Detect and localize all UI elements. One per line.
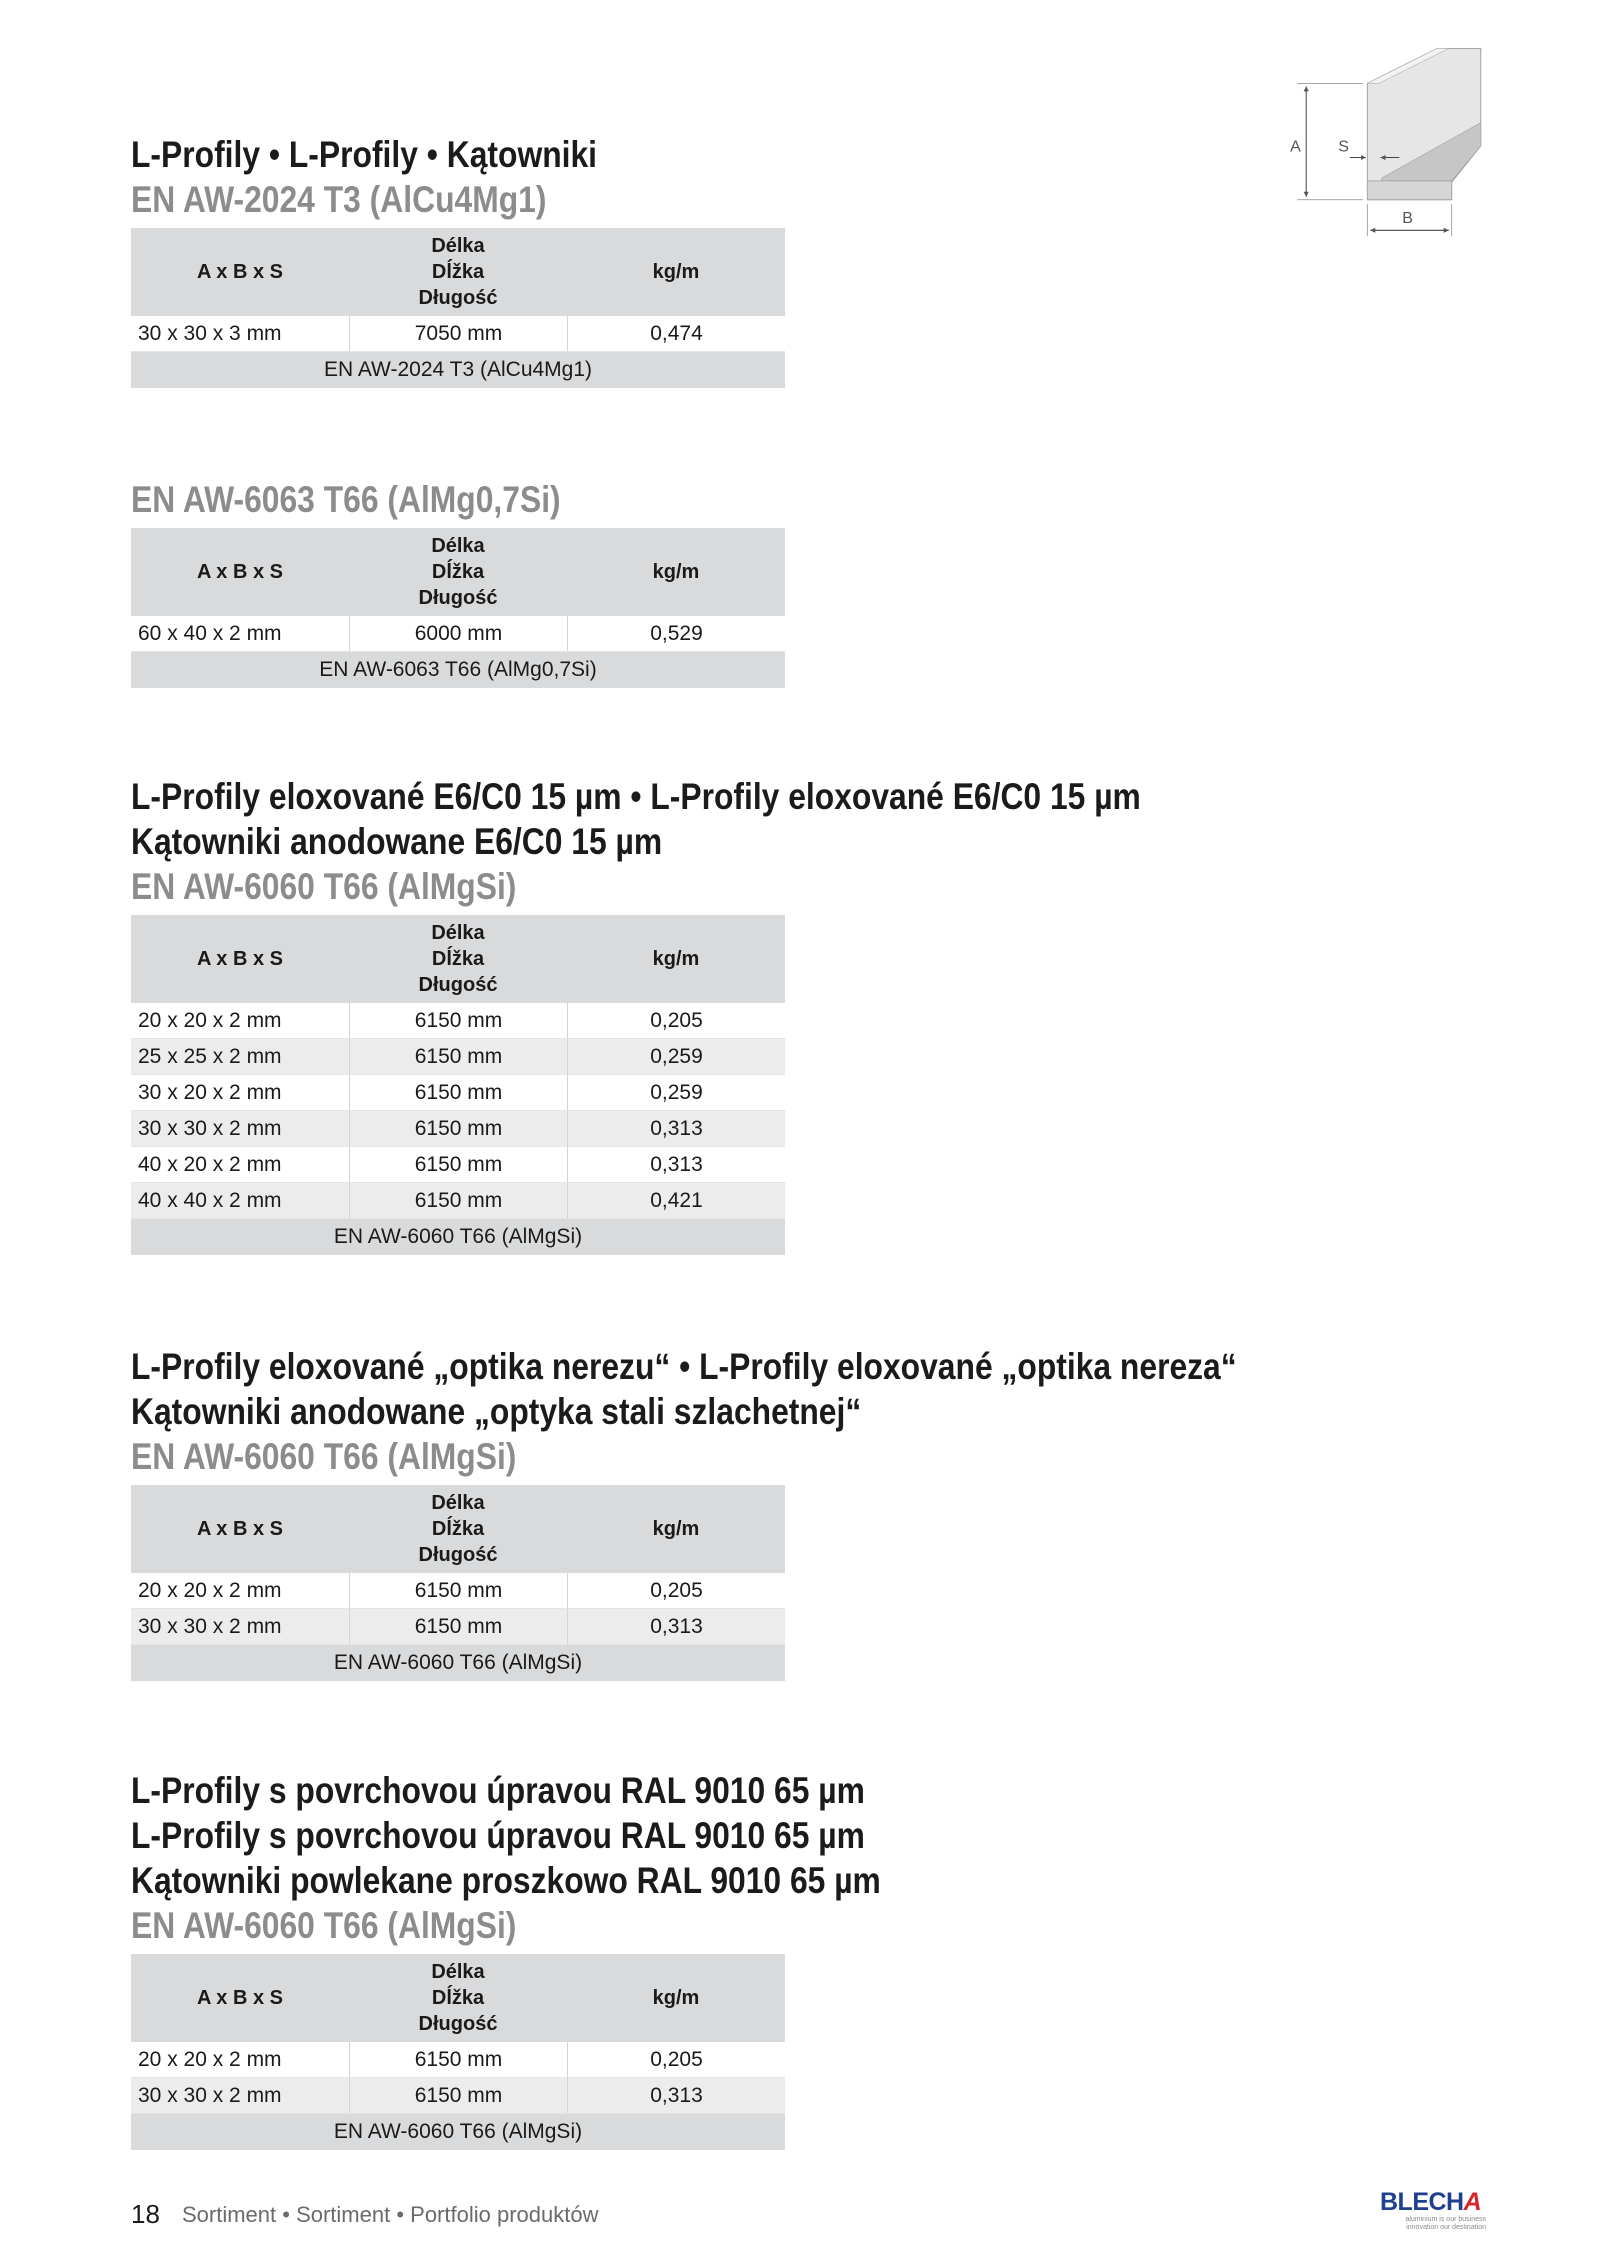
section-alloy-subtitle: EN AW-6060 T66 (AlMgSi) [131, 1436, 517, 1477]
section-heading: Kątowniki anodowane E6/C0 15 µm [131, 821, 663, 862]
table-header [131, 1954, 785, 2042]
cell-weight: 0,529 [567, 616, 785, 651]
header-weight: kg/m [652, 260, 700, 283]
header-length-cz: Délka [431, 1961, 485, 1983]
header-length-pl: Długość [418, 287, 498, 309]
table-footer-alloy: EN AW-6060 T66 (AlMgSi) [131, 1645, 785, 1681]
l-profile-diagram-icon [1280, 41, 1491, 245]
profile-table [131, 1954, 785, 2150]
header-length-cz: Délka [431, 235, 485, 257]
cell-weight: 0,474 [567, 316, 785, 351]
dimension-a-label: A [1290, 138, 1301, 156]
cell-dimensions: 30 x 30 x 2 mm [138, 2084, 282, 2107]
header-length-sk: Dĺžka [431, 1518, 485, 1540]
cell-weight: 0,313 [567, 2078, 785, 2113]
dimension-a [1290, 83, 1363, 199]
header-weight: kg/m [652, 947, 700, 970]
header-length-pl: Długość [418, 2013, 498, 2035]
cell-dimensions: 30 x 30 x 3 mm [138, 322, 282, 345]
section-2024-t3 [131, 132, 785, 388]
cell-length: 6150 mm [349, 1609, 567, 1644]
header-length [349, 915, 567, 1003]
header-length-pl: Długość [418, 587, 498, 609]
header-dimensions: A x B x S [197, 947, 283, 970]
header-length [349, 1954, 567, 2042]
profile-table [131, 1485, 785, 1681]
table-row [131, 1075, 785, 1111]
section-anodized-e6-c0 [131, 774, 1305, 1255]
logo-tagline-line: aluminium is our business [1405, 2216, 1486, 2223]
section-heading: Kątowniki anodowane „optyka stali szlachetnej“ [131, 1391, 862, 1432]
header-length-cz: Délka [431, 922, 485, 944]
cell-weight: 0,313 [567, 1111, 785, 1146]
header-weight: kg/m [652, 1986, 700, 2009]
section-alloy-subtitle: EN AW-2024 T3 (AlCu4Mg1) [131, 179, 547, 220]
table-row [131, 1609, 785, 1645]
cell-dimensions: 20 x 20 x 2 mm [138, 1579, 282, 1602]
cell-dimensions: 30 x 30 x 2 mm [138, 1615, 282, 1638]
table-footer-alloy: EN AW-6063 T66 (AlMg0,7Si) [131, 652, 785, 688]
section-heading: L-Profily s povrchovou úpravou RAL 9010 65 µm [131, 1815, 865, 1856]
cell-weight: 0,205 [567, 1573, 785, 1608]
cell-weight: 0,313 [567, 1609, 785, 1644]
section-anodized-stainless-look [131, 1344, 1417, 1681]
header-dimensions: A x B x S [197, 260, 283, 283]
logo-wordmark-main: BLECH [1380, 2188, 1464, 2216]
header-weight: kg/m [652, 560, 700, 583]
profile-table [131, 528, 785, 688]
header-length-sk: Dĺžka [431, 261, 485, 283]
cell-weight: 0,421 [567, 1183, 785, 1218]
cell-dimensions: 40 x 20 x 2 mm [138, 1153, 282, 1176]
table-row [131, 2042, 785, 2078]
cell-length: 6150 mm [349, 1075, 567, 1110]
header-length [349, 1485, 567, 1573]
header-dimensions: A x B x S [197, 1986, 283, 2009]
header-length [349, 528, 567, 616]
cell-dimensions: 30 x 30 x 2 mm [138, 1117, 282, 1140]
section-alloy-subtitle: EN AW-6060 T66 (AlMgSi) [131, 1905, 517, 1946]
section-heading: L-Profily eloxované E6/C0 15 µm • L-Profily eloxované E6/C0 15 µm [131, 776, 1141, 817]
table-row [131, 1183, 785, 1219]
cell-length: 6150 mm [349, 1111, 567, 1146]
header-length-pl: Długość [418, 1544, 498, 1566]
header-length-cz: Délka [431, 1492, 485, 1514]
table-footer-alloy: EN AW-6060 T66 (AlMgSi) [131, 1219, 785, 1255]
header-length-pl: Długość [418, 974, 498, 996]
section-alloy-subtitle: EN AW-6063 T66 (AlMg0,7Si) [131, 479, 561, 520]
table-row [131, 616, 785, 652]
header-length-sk: Dĺžka [431, 561, 485, 583]
logo-tagline-line: innovation our destination [1406, 2224, 1486, 2231]
cell-weight: 0,259 [567, 1039, 785, 1074]
cell-weight: 0,205 [567, 2042, 785, 2077]
cell-dimensions: 20 x 20 x 2 mm [138, 2048, 282, 2071]
section-heading: L-Profily • L-Profily • Kątowniki [131, 134, 598, 175]
cell-length: 6150 mm [349, 2042, 567, 2077]
header-length-sk: Dĺžka [431, 1987, 485, 2009]
header-length-sk: Dĺžka [431, 948, 485, 970]
table-footer-alloy: EN AW-2024 T3 (AlCu4Mg1) [131, 352, 785, 388]
dimension-s-label: S [1338, 138, 1349, 156]
table-footer-alloy: EN AW-6060 T66 (AlMgSi) [131, 2114, 785, 2150]
cell-weight: 0,313 [567, 1147, 785, 1182]
cell-weight: 0,205 [567, 1003, 785, 1038]
table-header [131, 228, 785, 316]
cell-length: 6150 mm [349, 1573, 567, 1608]
header-dimensions: A x B x S [197, 1517, 283, 1540]
section-heading: L-Profily eloxované „optika nerezu“ • L-Profily eloxované „optika nereza“ [131, 1346, 1237, 1387]
footer-section-title: Sortiment • Sortiment • Portfolio produktów [182, 2202, 599, 2227]
cell-dimensions: 25 x 25 x 2 mm [138, 1045, 282, 1068]
table-header [131, 528, 785, 616]
profile-table [131, 915, 785, 1255]
brand-logo [1380, 2189, 1492, 2232]
cell-dimensions: 30 x 20 x 2 mm [138, 1081, 282, 1104]
section-heading: L-Profily s povrchovou úpravou RAL 9010 65 µm [131, 1770, 865, 1811]
cell-length: 6150 mm [349, 1183, 567, 1218]
l-profile-shape [1367, 48, 1481, 199]
cell-length: 6150 mm [349, 1039, 567, 1074]
cell-dimensions: 20 x 20 x 2 mm [138, 1009, 282, 1032]
profile-horizontal-leg-front [1367, 181, 1451, 200]
table-row [131, 1147, 785, 1183]
header-dimensions: A x B x S [197, 560, 283, 583]
header-length-cz: Délka [431, 535, 485, 557]
dimension-b-label: B [1402, 210, 1413, 228]
table-row [131, 1111, 785, 1147]
profile-table [131, 228, 785, 388]
table-row [131, 1573, 785, 1609]
dimension-b [1367, 204, 1451, 236]
cell-length: 6150 mm [349, 2078, 567, 2113]
table-row [131, 316, 785, 352]
section-6063-t66 [131, 477, 785, 688]
cell-length: 7050 mm [349, 316, 567, 351]
logo-wordmark-accent: A [1463, 2188, 1482, 2216]
header-length [349, 228, 567, 316]
section-powder-coated-ral9010 [131, 1768, 1003, 2150]
table-row [131, 1003, 785, 1039]
cell-dimensions: 60 x 40 x 2 mm [138, 622, 282, 645]
section-heading: Kątowniki powlekane proszkowo RAL 9010 65 µm [131, 1860, 881, 1901]
table-header [131, 915, 785, 1003]
cell-dimensions: 40 x 40 x 2 mm [138, 1189, 282, 1212]
cell-length: 6000 mm [349, 616, 567, 651]
cell-length: 6150 mm [349, 1003, 567, 1038]
header-weight: kg/m [652, 1517, 700, 1540]
cell-weight: 0,259 [567, 1075, 785, 1110]
table-row [131, 2078, 785, 2114]
page-number: 18 [131, 2199, 160, 2229]
table-row [131, 1039, 785, 1075]
table-header [131, 1485, 785, 1573]
cell-length: 6150 mm [349, 1147, 567, 1182]
section-alloy-subtitle: EN AW-6060 T66 (AlMgSi) [131, 866, 517, 907]
logo-wordmark [1380, 2189, 1492, 2216]
